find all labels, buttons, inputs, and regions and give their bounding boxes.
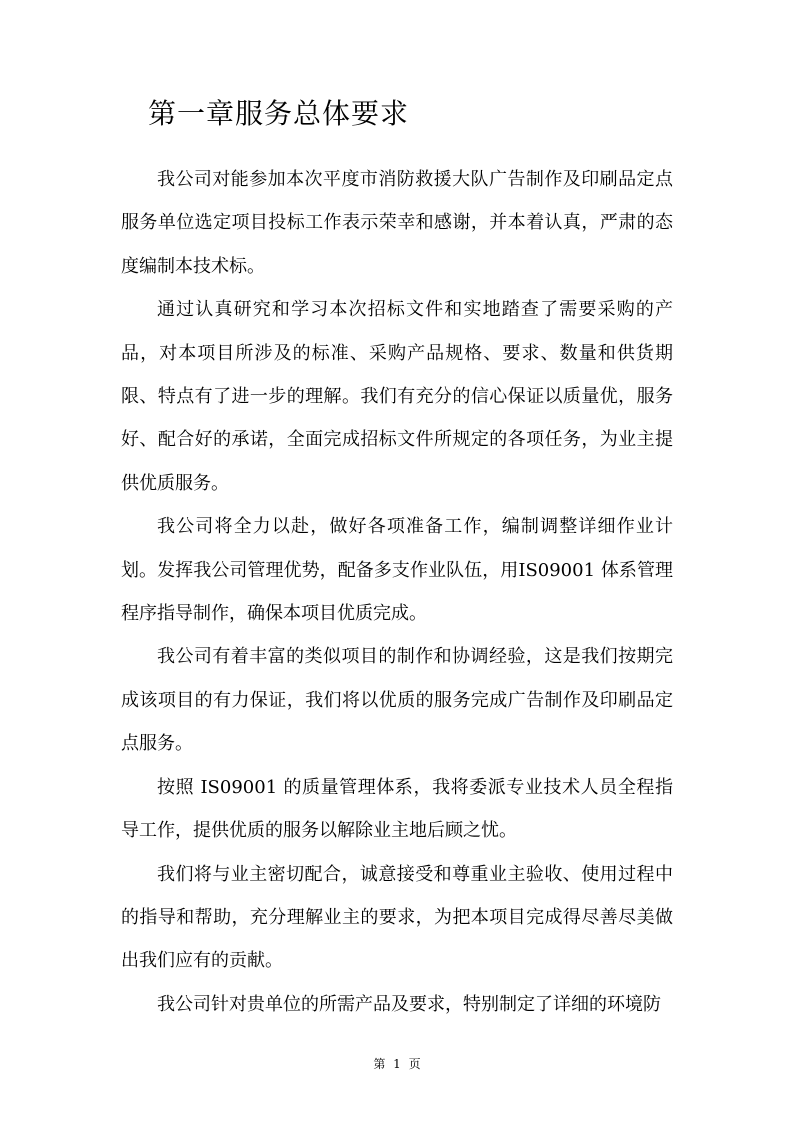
paragraph-2: 通过认真研究和学习本次招标文件和实地踏查了需要采购的产品，对本项目所涉及的标准、采购产品规格、要求、数量和供货期限、特点有了进一步的理解。我们有充分的信心保证以质量优，服务好、配合好的承诺，全面完成招标文件所规定的各项任务，为业主提供优质服务。 xyxy=(121,299,673,494)
paragraph-3: 我公司将全力以赴，做好各项准备工作，编制调整详细作业计划。发挥我公司管理优势，配备多支作业队伍，用IS09001 体系管理程序指导制作，确保本项目优质完成。 xyxy=(121,516,673,625)
paragraph-7: 我公司针对贵单位的所需产品及要求，特别制定了详细的环境防 xyxy=(157,993,661,1015)
paragraph-4: 我公司有着丰富的类似项目的制作和协调经验，这是我们按期完成该项目的有力保证，我们将以优质的服务完成广告制作及印刷品定点服务。 xyxy=(121,646,673,755)
footer-prefix: 第 xyxy=(373,1057,386,1071)
paragraph-6: 我们将与业主密切配合，诚意接受和尊重业主验收、使用过程中的指导和帮助，充分理解业主的要求，为把本项目完成得尽善尽美做出我们应有的贡献。 xyxy=(121,863,673,972)
page-footer xyxy=(0,1056,794,1072)
footer-suffix: 页 xyxy=(408,1057,421,1071)
paragraph-5: 按照 IS09001 的质量管理体系，我将委派专业技术人员全程指导工作，提供优质的服务以解除业主地后顾之忧。 xyxy=(121,776,673,842)
chapter-title: 第一章服务总体要求 xyxy=(148,97,410,130)
paragraph-1: 我公司对能参加本次平度市消防救援大队广告制作及印刷品定点服务单位选定项目投标工作表示荣幸和感谢，并本着认真，严肃的态度编制本技术标。 xyxy=(121,169,673,277)
body-text xyxy=(121,158,673,1026)
page-number: 1 xyxy=(393,1057,401,1071)
